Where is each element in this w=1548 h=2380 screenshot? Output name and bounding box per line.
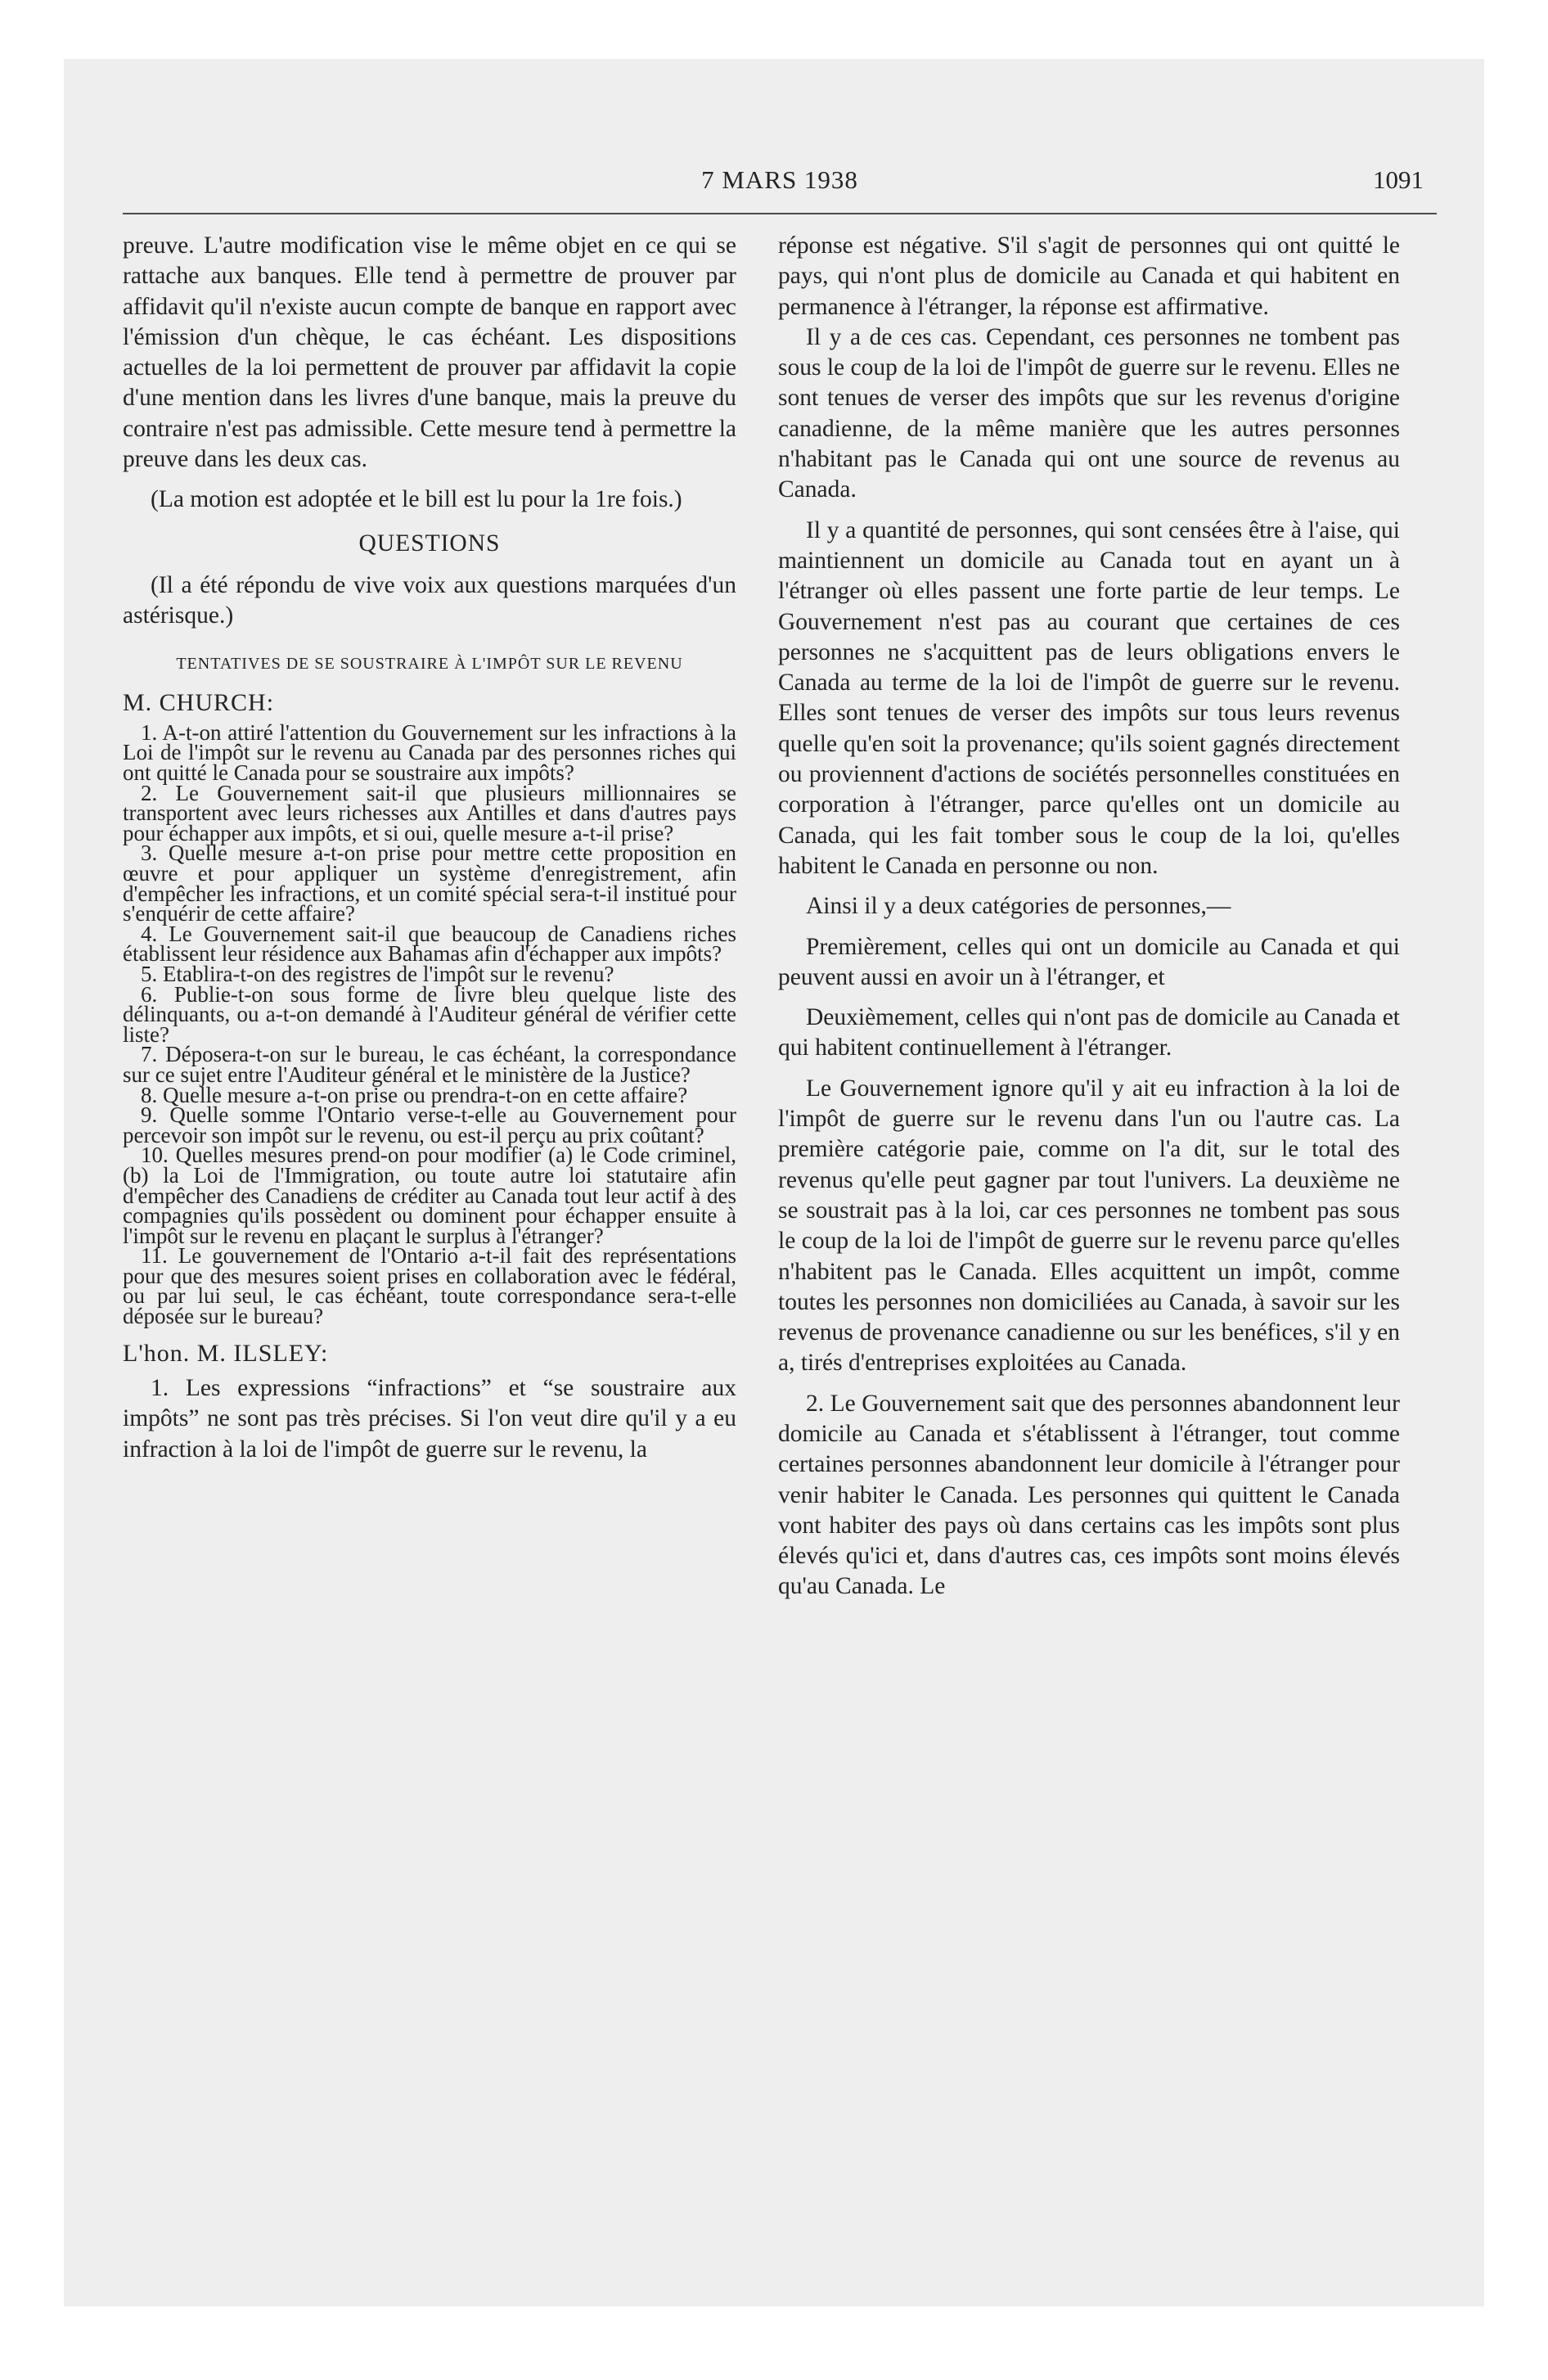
speaker-ilsley: L'hon. M. ILSLEY: <box>123 1339 329 1367</box>
page-sheet <box>64 59 1484 2306</box>
question-item: 3. Quelle mesure a-t-on prise pour mettre cette proposition en œuvre et pour appliquer un système d'enregistrement, afin d'empêcher les infractions, et un comité spécial sera-t-il institué pour s'enquérir de cette affaire? <box>123 841 736 926</box>
question-item: 11. Le gouvernement de l'Ontario a-t-il fait des représentations pour que des mesures soient prises en collaboration avec le fédéral, ou par lui seul, le cas échéant, toute correspondance sera-t-elle déposée sur le bureau? <box>123 1243 736 1329</box>
subject-heading: TENTATIVES DE SE SOUSTRAIRE À L'IMPÔT SUR LE REVENU <box>176 654 683 673</box>
speaker-church: M. CHURCH: <box>123 688 275 716</box>
motion-paragraph: (La motion est adoptée et le bill est lu pour la 1re fois.) <box>151 486 682 513</box>
right-column <box>778 231 1400 1602</box>
question-item: 10. Quelles mesures prend-on pour modifier (a) le Code criminel, (b) la Loi de l'Immigration, ou toute autre loi statutaire afin d'empêcher des Canadiens de créditer au Canada tout leur actif à des compagnies qu'ils possèdent ou dominent pour échapper ensuite à l'impôt sur le revenu en plaçant le surplus à l'étranger? <box>123 1143 736 1248</box>
header-rule <box>123 213 1437 214</box>
answer-paragraph: Premièrement, celles qui ont un domicile au Canada et qui peuvent aussi en avoir un à l'étranger, et <box>778 933 1400 990</box>
answer-paragraph: Le Gouvernement ignore qu'il y ait eu infraction à la loi de l'impôt de guerre sur le revenu dans l'un ou l'autre cas. La première catégorie paie, comme on l'a dit, sur le total des revenus qu'elle peut gagner par tout l'univers. La deuxième ne se soustrait pas à la loi, car ces personnes ne tombent pas sous le coup de la loi de l'impôt de guerre sur le revenu parce qu'elles n'habitent pas le Canada. Elles acquittent un impôt, comme toutes les personnes non domiciliées au Canada, à savoir sur les revenus de provenance canadienne ou sur les benéfices, s'il y en a, tirés d'entreprises exploitées au Canada. <box>778 1075 1400 1377</box>
answer-paragraph: 1. Les expressions “infractions” et “se soustraire aux impôts” ne sont pas très précises. Si l'on veut dire qu'il y a eu infraction à la loi de l'impôt de guerre sur le revenu, la <box>123 1374 736 1463</box>
question-item: 4. Le Gouvernement sait-il que beaucoup de Canadiens riches établissent leur résidence aux Bahamas afin d'échapper aux impôts? <box>123 921 736 967</box>
question-item: 9. Quelle somme l'Ontario verse-t-elle au Gouvernement pour percevoir son impôt sur le revenu, ou est-il perçu au prix coûtant? <box>123 1102 736 1147</box>
questions-heading: QUESTIONS <box>358 530 501 557</box>
question-item: 7. Déposera-t-on sur le bureau, le cas échéant, la correspondance sur ce sujet entre l'Auditeur général et le ministère de la Justice? <box>123 1042 736 1087</box>
answer-paragraph: Il y a quantité de personnes, qui sont censées être à l'aise, qui maintiennent un domicile au Canada tout en ayant un à l'étranger où elles passent une forte partie de leur temps. Le Gouvernement n'est pas au courant que certaines de ces personnes ne s'acquittent pas de leurs obligations envers le Canada au terme de la loi de l'impôt de guerre sur le revenu. Elles sont tenues de verser des impôts sur tous leurs revenus quelle qu'en soit la provenance; qu'ils soient gagnés directement ou proviennent d'actions de sociétés personnelles constituées en corporation à l'étranger, parce qu'elles ont un domicile au Canada, qui les fait tomber sous le coup de la loi, qu'elles habitent le Canada en personne ou non. <box>778 516 1400 879</box>
page-number: 1091 <box>1373 165 1424 194</box>
header-date: 7 MARS 1938 <box>701 165 858 194</box>
answer-paragraph: Ainsi il y a deux catégories de personnes,— <box>806 893 1231 920</box>
question-item: 1. A-t-on attiré l'attention du Gouvernement sur les infractions à la Loi de l'impôt sur le revenu au Canada par des personnes riches qui ont quitté le Canada pour se soustraire aux impôts? <box>123 719 736 786</box>
answer-paragraph: 2. Le Gouvernement sait que des personnes abandonnent leur domicile au Canada et s'établissent à l'étranger, tout comme certaines personnes abandonnent leur domicile à l'étranger pour venir habiter le Canada. Les personnes qui quittent le Canada vont habiter des pays où dans certains cas les impôts sont plus élevés qu'ici et, dans d'autres cas, ces impôts sont moins élevés qu'au Canada. Le <box>778 1390 1400 1600</box>
answer-continued: réponse est négative. S'il s'agit de personnes qui ont quitté le pays, qui n'ont plus de domicile au Canada et qui habitent en permanence à l'étranger, la réponse est affirmative. <box>778 232 1400 320</box>
left-column <box>123 231 736 1465</box>
questions-note: (Il a été répondu de vive voix aux questions marquées d'un astérisque.) <box>123 571 736 629</box>
question-item: 2. Le Gouvernement sait-il que plusieurs millionnaires se transportent avec leurs richesses aux Antilles et dans d'autres pays pour échapper aux impôts, et si oui, quelle mesure a-t-il prise? <box>123 780 736 845</box>
intro-paragraph: preuve. L'autre modification vise le même objet en ce qui se rattache aux banques. Elle tend à permettre de prouver par affidavit qu'il n'existe aucun compte de banque en rapport avec l'émission d'un chèque, le cas échéant. Les dispositions actuelles de la loi permettent de prouver par affidavit la copie d'une mention dans les livres d'une banque, mais la preuve du contraire n'est pas admissible. Cette mesure tend à permettre la preuve dans les deux cas. <box>123 232 736 473</box>
question-item: 8. Quelle mesure a-t-on prise ou prendra-t-on en cette affaire? <box>141 1082 688 1107</box>
page-header <box>123 165 1437 201</box>
questions-list <box>123 719 736 1329</box>
answer-paragraph: Il y a de ces cas. Cependant, ces personnes ne tombent pas sous le coup de la loi de l'impôt de guerre sur le revenu. Elles ne sont tenues de verser des impôts que sur les revenus d'origine canadienne, de la même manière que les autres personnes n'habitant pas le Canada qui ont une source de revenus au Canada. <box>778 323 1400 503</box>
question-item: 5. Etablira-t-on des registres de l'impôt sur le revenu? <box>141 961 614 986</box>
answer-paragraph: Deuxièmement, celles qui n'ont pas de domicile au Canada et qui habitent continuellement à l'étranger. <box>778 1004 1400 1062</box>
question-item: 6. Publie-t-on sous forme de livre bleu quelque liste des délinquants, ou a-t-on demandé à l'Auditeur général de vérifier cette liste? <box>123 981 736 1047</box>
